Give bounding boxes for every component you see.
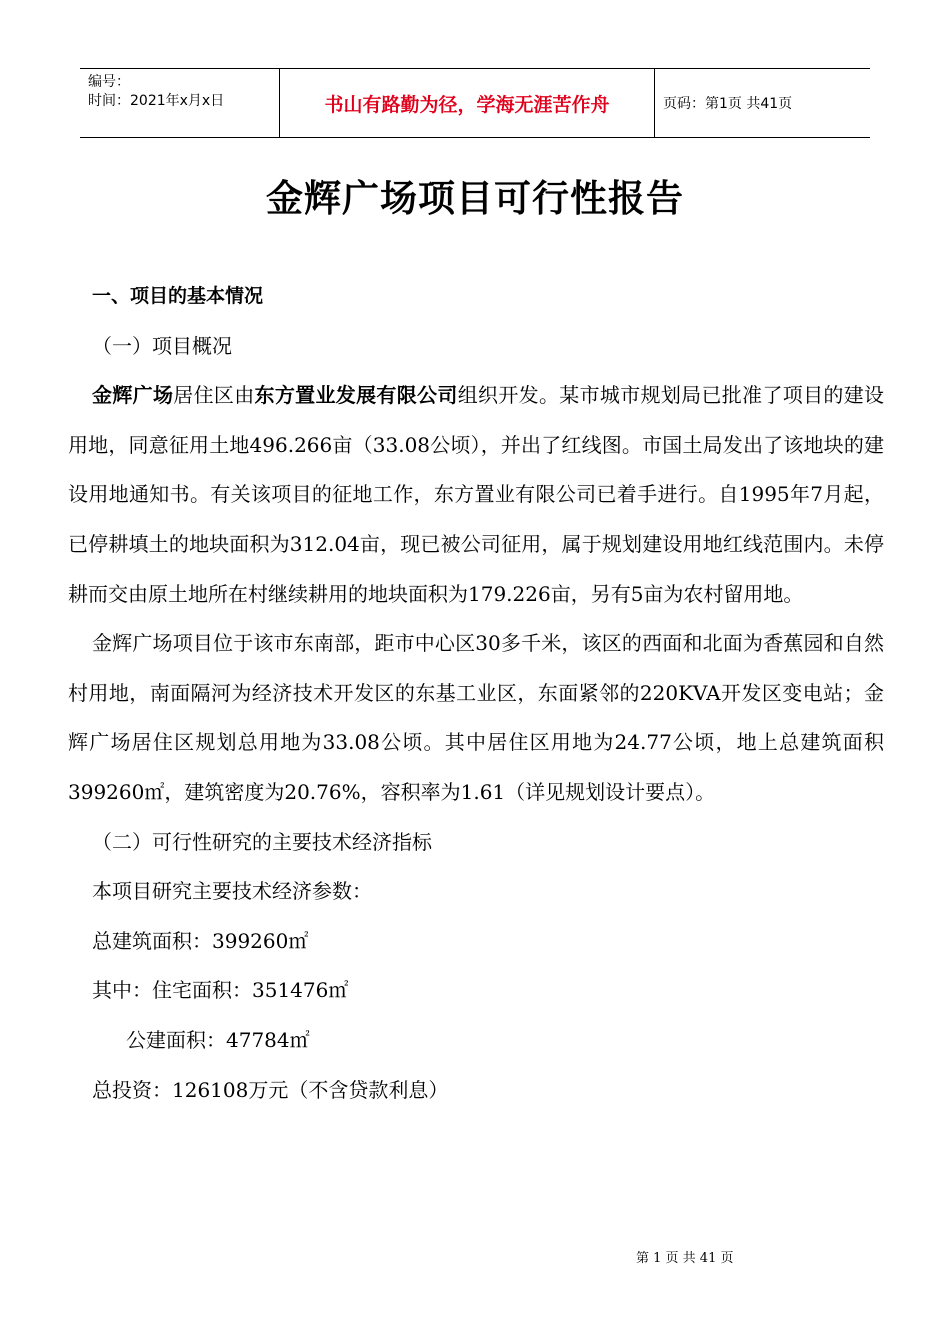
- document-body: [68, 272, 884, 1115]
- page-header: [80, 68, 870, 138]
- page-footer: 第 1 页 共 41 页: [636, 1251, 734, 1266]
- paragraph-location: 金辉广场项目位于该市东南部，距市中心区30多千米，该区的西面和北面为香蕉园和自然村用地，南面隔河为经济技术开发区的东基工业区，东面紧邻的220KVA开发区变电站；金辉广场居住区规划总用地为33.08公顷。其中居住区用地为24.77公顷，地上总建筑面积399260㎡，建筑密度为20.76%，容积率为1.61（详见规划设计要点）。: [68, 631, 884, 804]
- paragraph-text: 组织开发。某市城市规划局已批准了项目的建设用地，同意征用土地496.266亩（33.08公顷），并出了红线图。市国土局发出了该地块的建设用地通知书。有关该项目的征地工作，东方置业有限公司已着手进行。自1995年7月起，已停耕填土的地块面积为312.04亩，现已被公司征用，属于规划建设用地红线范围内。未停耕而交由原土地所在村继续耕用的地块面积为179.226亩，另有5亩为农村留用地。: [68, 383, 885, 606]
- header-motto: 书山有路勤为径，学海无涯苦作舟: [280, 69, 655, 137]
- public-area-line: 公建面积：47784㎡: [126, 1027, 310, 1052]
- paragraph-text: 居住区由: [173, 383, 255, 408]
- number-label: 编号：: [88, 74, 130, 90]
- params-intro: 本项目研究主要技术经济参数：: [92, 879, 372, 904]
- section-heading: 一、项目的基本情况: [92, 285, 264, 307]
- total-area-line: 总建筑面积：399260㎡: [92, 928, 309, 953]
- subsection-heading-overview: （一）项目概况: [92, 333, 232, 358]
- company-name: 东方置业发展有限公司: [254, 383, 458, 408]
- residential-area-line: 其中：住宅面积：351476㎡: [92, 978, 349, 1003]
- project-name: 金辉广场: [92, 383, 174, 408]
- subsection-heading-indicators: （二）可行性研究的主要技术经济指标: [92, 829, 432, 854]
- time-label: 时间：2021年x月x日: [88, 93, 225, 109]
- paragraph-overview: [68, 371, 884, 619]
- investment-line: 总投资：126108万元（不含贷款利息）: [92, 1077, 449, 1102]
- document-title: 金辉广场项目可行性报告: [266, 177, 684, 220]
- header-meta: [80, 69, 280, 137]
- header-page-info: 页码：第1页 共41页: [663, 96, 793, 112]
